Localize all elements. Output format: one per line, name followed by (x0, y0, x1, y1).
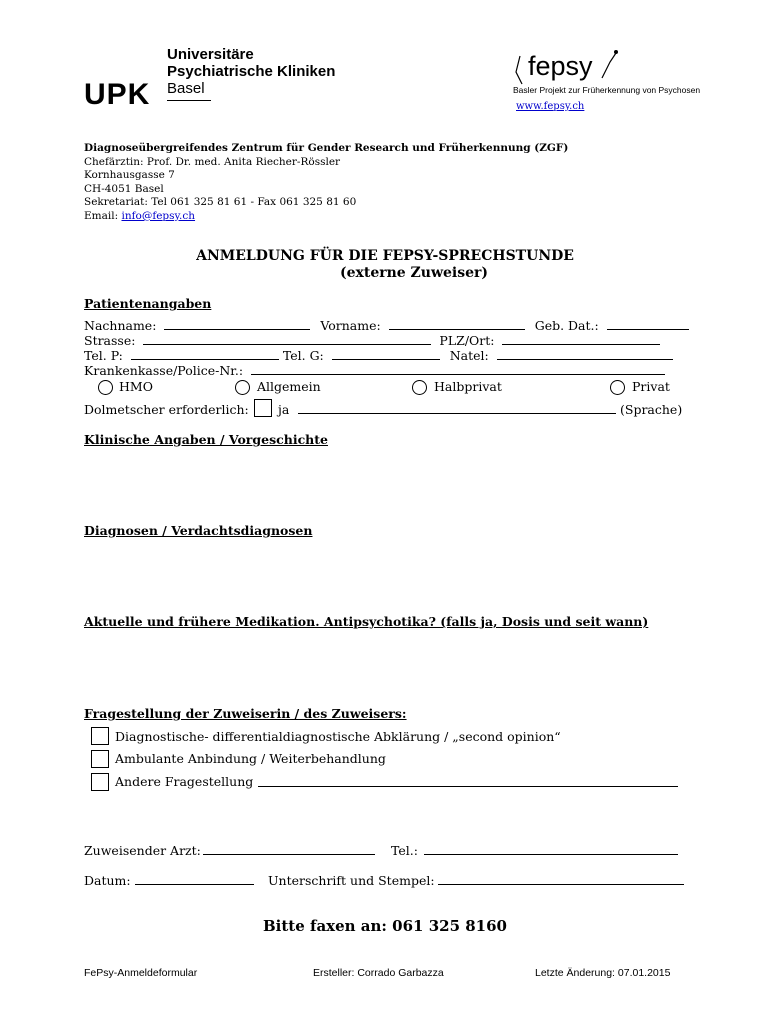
uni-rule (167, 100, 211, 101)
radio-hmo-label: HMO (119, 379, 153, 394)
address-row (84, 333, 660, 348)
insurance-row (84, 363, 665, 378)
kasse-field[interactable] (251, 364, 665, 375)
question-label-2: Ambulante Anbindung / Weiterbehandlung (115, 751, 386, 766)
footer-form-name: FePsy-Anmeldeformular (84, 967, 198, 979)
form-subtitle: (externe Zuweiser) (339, 265, 489, 281)
question-checkbox-3[interactable] (91, 773, 109, 791)
fepsy-subtitle: Basler Projekt zur Früherkennung von Psychosen (513, 85, 701, 95)
form-title: ANMELDUNG FÜR DIE FEPSY-SPRECHSTUNDE (196, 248, 574, 264)
phone-fax: Sekretariat: Tel 061 325 81 61 - Fax 061 325 81 60 (84, 196, 357, 209)
plz-field[interactable] (502, 334, 660, 345)
arzt-label: Zuweisender Arzt: (84, 843, 201, 858)
geb-field[interactable] (607, 319, 689, 330)
uni-line-1: Universitäre (167, 46, 254, 63)
vorname-field[interactable] (389, 319, 525, 330)
datum-label: Datum: (84, 873, 131, 888)
question-checkbox-1[interactable] (91, 727, 109, 745)
question-checkbox-2[interactable] (91, 750, 109, 768)
sprache-label: (Sprache) (620, 402, 683, 417)
radio-halbprivat-label: Halbprivat (434, 379, 502, 394)
radio-allgemein[interactable] (235, 380, 250, 395)
question-label-3: Andere Fragestellung (115, 774, 254, 789)
radio-privat[interactable] (610, 380, 625, 395)
telg-field[interactable] (332, 349, 440, 360)
address-block (84, 142, 568, 224)
phone-row (84, 348, 673, 363)
fragestellung-heading: Fragestellung der Zuweiserin / des Zuweisers: (84, 706, 407, 721)
dolmetscher-checkbox[interactable] (254, 399, 272, 417)
unterschrift-field[interactable] (438, 873, 684, 885)
question-label-1: Diagnostische- differentialdiagnostische Abklärung / „second opinion“ (115, 729, 561, 744)
chief-physician: Chefärztin: Prof. Dr. med. Anita Riecher-Rössler (84, 155, 341, 168)
datum-field[interactable] (135, 873, 254, 885)
natel-field[interactable] (497, 349, 673, 360)
kasse-label: Krankenkasse/Police-Nr.: (84, 363, 244, 378)
diagnosen-heading: Diagnosen / Verdachtsdiagnosen (84, 523, 313, 538)
medikation-heading: Aktuelle und frühere Medikation. Antipsychotika? (falls ja, Dosis und seit wann) (84, 614, 649, 629)
email-row (84, 210, 568, 224)
ja-label: ja (278, 402, 290, 417)
patient-heading: Patientenangaben (84, 296, 212, 311)
radio-privat-label: Privat (632, 379, 670, 394)
footer-last-change: Letzte Änderung: 07.01.2015 (535, 967, 671, 979)
radio-halbprivat[interactable] (412, 380, 427, 395)
strasse-label: Strasse: (84, 333, 136, 348)
unterschrift-label: Unterschrift und Stempel: (268, 873, 435, 888)
center-name: Diagnoseübergreifendes Zentrum für Gender Research und Früherkennung (ZGF) (84, 142, 569, 154)
upk-logo: UPK (84, 78, 151, 111)
telp-label: Tel. P: (84, 348, 123, 363)
radio-allgemein-label: Allgemein (257, 379, 321, 394)
natel-label: Natel: (449, 348, 489, 363)
arzt-tel-label: Tel.: (391, 843, 418, 858)
klinisch-heading: Klinische Angaben / Vorgeschichte (84, 432, 328, 447)
arzt-tel-field[interactable] (424, 843, 678, 855)
street: Kornhausgasse 7 (84, 169, 175, 182)
strasse-field[interactable] (143, 334, 431, 345)
uni-line-2: Psychiatrische Kliniken (167, 63, 336, 80)
nachname-label: Nachname: (84, 318, 157, 333)
vorname-label: Vorname: (320, 318, 381, 333)
plz-label: PLZ/Ort: (439, 333, 495, 348)
city: CH-4051 Basel (84, 182, 164, 195)
andere-fragestellung-field[interactable] (258, 775, 678, 787)
dolmetscher-label: Dolmetscher erforderlich: (84, 402, 249, 417)
radio-hmo[interactable] (98, 380, 113, 395)
telp-field[interactable] (131, 349, 279, 360)
email-link[interactable]: info@fepsy.ch (121, 209, 196, 222)
name-row (84, 318, 689, 333)
university-logo-text (167, 46, 335, 101)
sprache-field[interactable] (298, 402, 616, 414)
footer-author: Ersteller: Corrado Garbazza (313, 967, 444, 979)
telg-label: Tel. G: (282, 348, 324, 363)
arzt-field[interactable] (203, 843, 375, 855)
geb-label: Geb. Dat.: (534, 318, 599, 333)
email-label: Email: (84, 209, 122, 222)
fepsy-website-link[interactable]: www.fepsy.ch (516, 101, 585, 112)
fax-instruction: Bitte faxen an: 061 325 8160 (263, 917, 507, 935)
fepsy-logo-text: fepsy (528, 51, 593, 81)
uni-line-3: Basel (167, 80, 205, 97)
nachname-field[interactable] (164, 319, 310, 330)
